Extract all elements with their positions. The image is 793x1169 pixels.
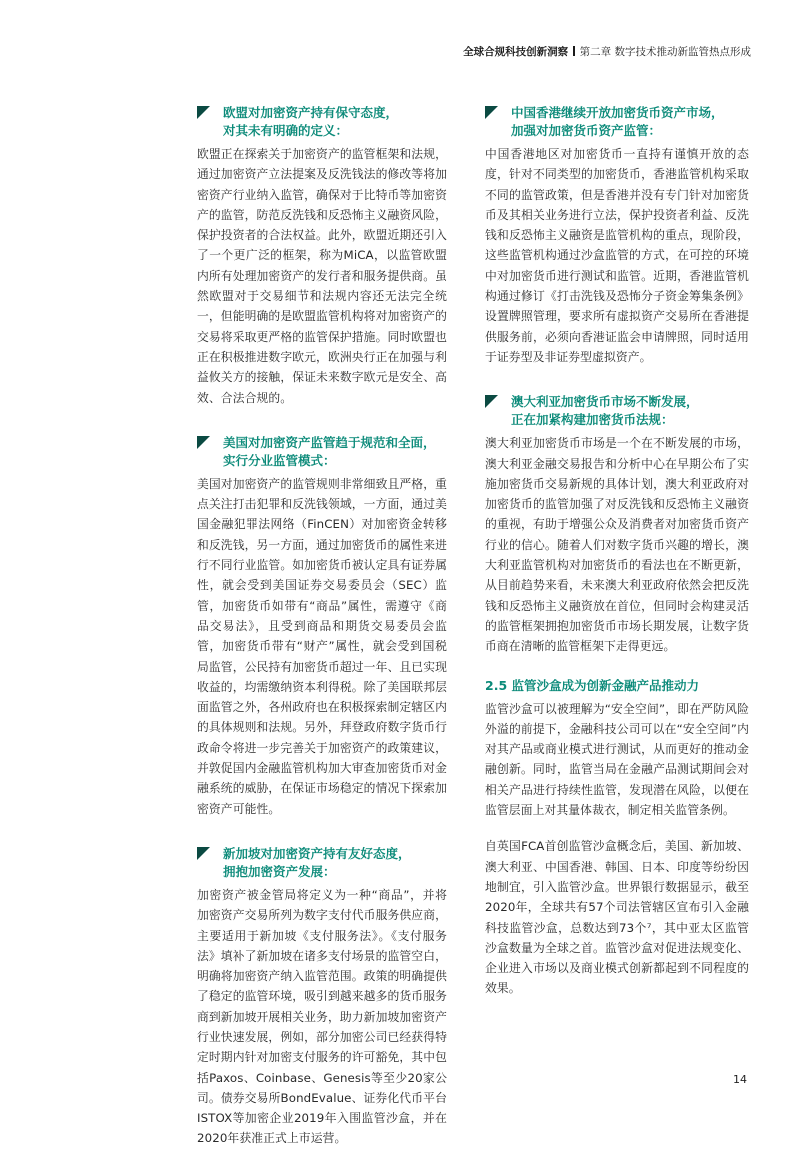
section-title-us bbox=[197, 434, 447, 470]
triangle-bullet-icon bbox=[197, 847, 210, 860]
right-column bbox=[485, 104, 749, 1019]
triangle-bullet-icon bbox=[197, 106, 210, 119]
section-title-line2: 加强对加密货币资产监管： bbox=[511, 123, 662, 138]
section-eu bbox=[197, 104, 447, 408]
page-number: 14 bbox=[733, 1073, 747, 1086]
section-title-line1: 欧盟对加密资产持有保守态度， bbox=[223, 105, 399, 120]
sandbox-paragraph-2: 自英国FCA首创监管沙盒概念后，美国、新加坡、澳大利亚、中国香港、韩国、日本、印度等纷纷因地制宜，引入监管沙盒。世界银行数据显示，截至2020年，全球共有57个司法管辖区宣布引入金融科技监管沙盒，总数达到73个⁷，其中亚太区监管沙盒数量为全球之首。监管沙盒对促进法规变化、企业进入市场以及商业模式创新都起到不同程度的效果。 bbox=[485, 839, 749, 996]
report-title: 全球合规科技创新洞察 bbox=[463, 46, 569, 58]
section-body-hk: 中国香港地区对加密货币一直持有谨慎开放的态度，针对不同类型的加密货币，香港监管机构采取不同的监管政策，但是香港并没有专门针对加密货币及其相关业务进行立法，保护投资者利益、反洗钱和反恐怖主义融资是监管机构的重点，现阶段，这些监管机构通过沙盒监管的方式，在可控的环境中对加密货币进行测试和监管。近期，香港监管机构通过修订《打击洗钱及恐怖分子资金筹集条例》设置牌照管理，要求所有虚拟资产交易所在香港提供服务前，必须向香港证监会申请牌照，同时适用于证券型及非证券型虚拟资产。 bbox=[485, 147, 749, 364]
section-title-hk bbox=[485, 104, 749, 140]
page-header bbox=[463, 44, 751, 59]
section-sg bbox=[197, 845, 447, 1149]
section-title-sg bbox=[197, 845, 447, 881]
section-sandbox bbox=[485, 677, 749, 999]
header-separator bbox=[573, 46, 575, 56]
sandbox-paragraph-1: 监管沙盒可以被理解为“安全空间”，即在严防风险外溢的前提下，金融科技公司可以在“安全空间”内对其产品或商业模式进行测试，从而更好的推动金融创新。同时，监管当局在金融产品测试期间会对相关产品进行持续性监管，发现潜在风险，以便在监管层面上对其量体裁衣，制定相关监管条例。 bbox=[485, 701, 749, 818]
section-title-eu bbox=[197, 104, 447, 140]
chapter-title: 第二章 数字技术推动新监管热点形成 bbox=[579, 46, 751, 58]
section-au bbox=[485, 393, 749, 656]
section-us bbox=[197, 434, 447, 819]
section-body-us: 美国对加密资产的监管规则非常细致且严格，重点关注打击犯罪和反洗钱领域，一方面，通过美国金融犯罪法网络（FinCEN）对加密资金转移和反洗钱，另一方面，通过加密货币的属性来进行不同行业监管。如加密货币被认定具有证券属性，就会受到美国证券交易委员会（SEC）监管，加密货币如带有“商品”属性，需遵守《商品交易法》，且受到商品和期货交易委员会监管，加密货币带有“财产”属性，就会受到国税局监管，公民持有加密货币超过一年、且已实现收益的，均需缴纳资本利得税。除了美国联邦层面监管之外，各州政府也在积极探索制定辖区内的具体规则和法规。另外，拜登政府数字货币行政命令将进一步完善关于加密资产的政策建议，并敦促国内金融监管机构加大审查加密货币对金融系统的威胁，在保证市场稳定的情况下探索加密资产可能性。 bbox=[197, 476, 447, 816]
section-body-au: 澳大利亚加密货币市场是一个在不断发展的市场，澳大利亚金融交易报告和分析中心在早期公布了实施加密货币交易新规的具体计划，澳大利亚政府对加密货币的监管加强了对反洗钱和反恐怖主义融资的重视，有助于增强公众及消费者对加密货币资产行业的信心。随着人们对数字货币兴趣的增长，澳大利亚监管机构对加密货币的看法也在不断更新，从目前趋势来看，未来澳大利亚政府依然会把反洗钱和反恐怖主义融资放在首位，但同时会构建灵活的监管框架拥抱加密货币市场长期发展，让数字货币商在清晰的监管框架下走得更远。 bbox=[485, 436, 749, 654]
section-hk bbox=[485, 104, 749, 367]
section-body-sg: 加密资产被金管局将定义为一种“商品”，并将加密资产交易所列为数字支付代币服务供应商，主要适用于新加坡《支付服务法》。《支付服务法》填补了新加坡在诸多支付场景的监管空白，明确将加密资产纳入监管范围。政策的明确提供了稳定的监管环境，吸引到越来越多的货币服务商到新加坡开展相关业务，助力新加坡加密资产行业快速发展，例如，部分加密公司已经获得特定时期内针对加密支付服务的许可豁免，其中包括Paxos、Coinbase、Genesis等至少20家公司。债券交易所BondEvalue、证券化代币平台ISTOX等加密企业2019年入围监管沙盒，并在2020年获准正式上市运营。 bbox=[197, 887, 447, 1146]
section-title-line1: 澳大利亚加密货币市场不断发展， bbox=[511, 394, 699, 410]
section-title-line2: 正在加紧构建加密货币法规： bbox=[511, 412, 674, 428]
section-title-au bbox=[485, 393, 749, 429]
section-title-line2: 实行分业监管模式： bbox=[223, 452, 336, 468]
section-body-eu: 欧盟正在探索关于加密资产的监管框架和法规，通过加密资产立法提案及反洗钱法的修改等将加密资产行业纳入监管，确保对于比特币等加密资产的监管，防范反洗钱和反恐怖主义融资风险，保护投资者的合法权益。此外，欧盟近期还引入了一个更广泛的框架，称为MiCA，以监管欧盟内所有处理加密资产的发行者和服务提供商。虽然欧盟对于交易细节和法规内容还无法完全统一，但能明确的是欧盟监管机构将对加密资产的交易将采取更严格的监管保护措施。同时欧盟也正在积极推进数字欧元，欧洲央行正在加强与利益攸关方的接触，保证未来数字欧元是安全、高效、合法合规的。 bbox=[197, 147, 447, 405]
triangle-bullet-icon bbox=[485, 106, 498, 119]
left-column bbox=[197, 104, 447, 1169]
section-title-line1: 中国香港继续开放加密货币资产市场， bbox=[511, 105, 724, 120]
section-title-line2: 拥抱加密资产发展： bbox=[223, 863, 336, 879]
section-title-line2: 对其未有明确的定义： bbox=[223, 123, 349, 138]
sandbox-heading: 2.5 监管沙盒成为创新金融产品推动力 bbox=[485, 677, 699, 693]
triangle-bullet-icon bbox=[197, 436, 210, 449]
section-title-line1: 美国对加密资产监管趋于规范和全面， bbox=[223, 434, 436, 450]
triangle-bullet-icon bbox=[485, 395, 498, 408]
section-title-line1: 新加坡对加密资产持有友好态度， bbox=[223, 845, 411, 861]
